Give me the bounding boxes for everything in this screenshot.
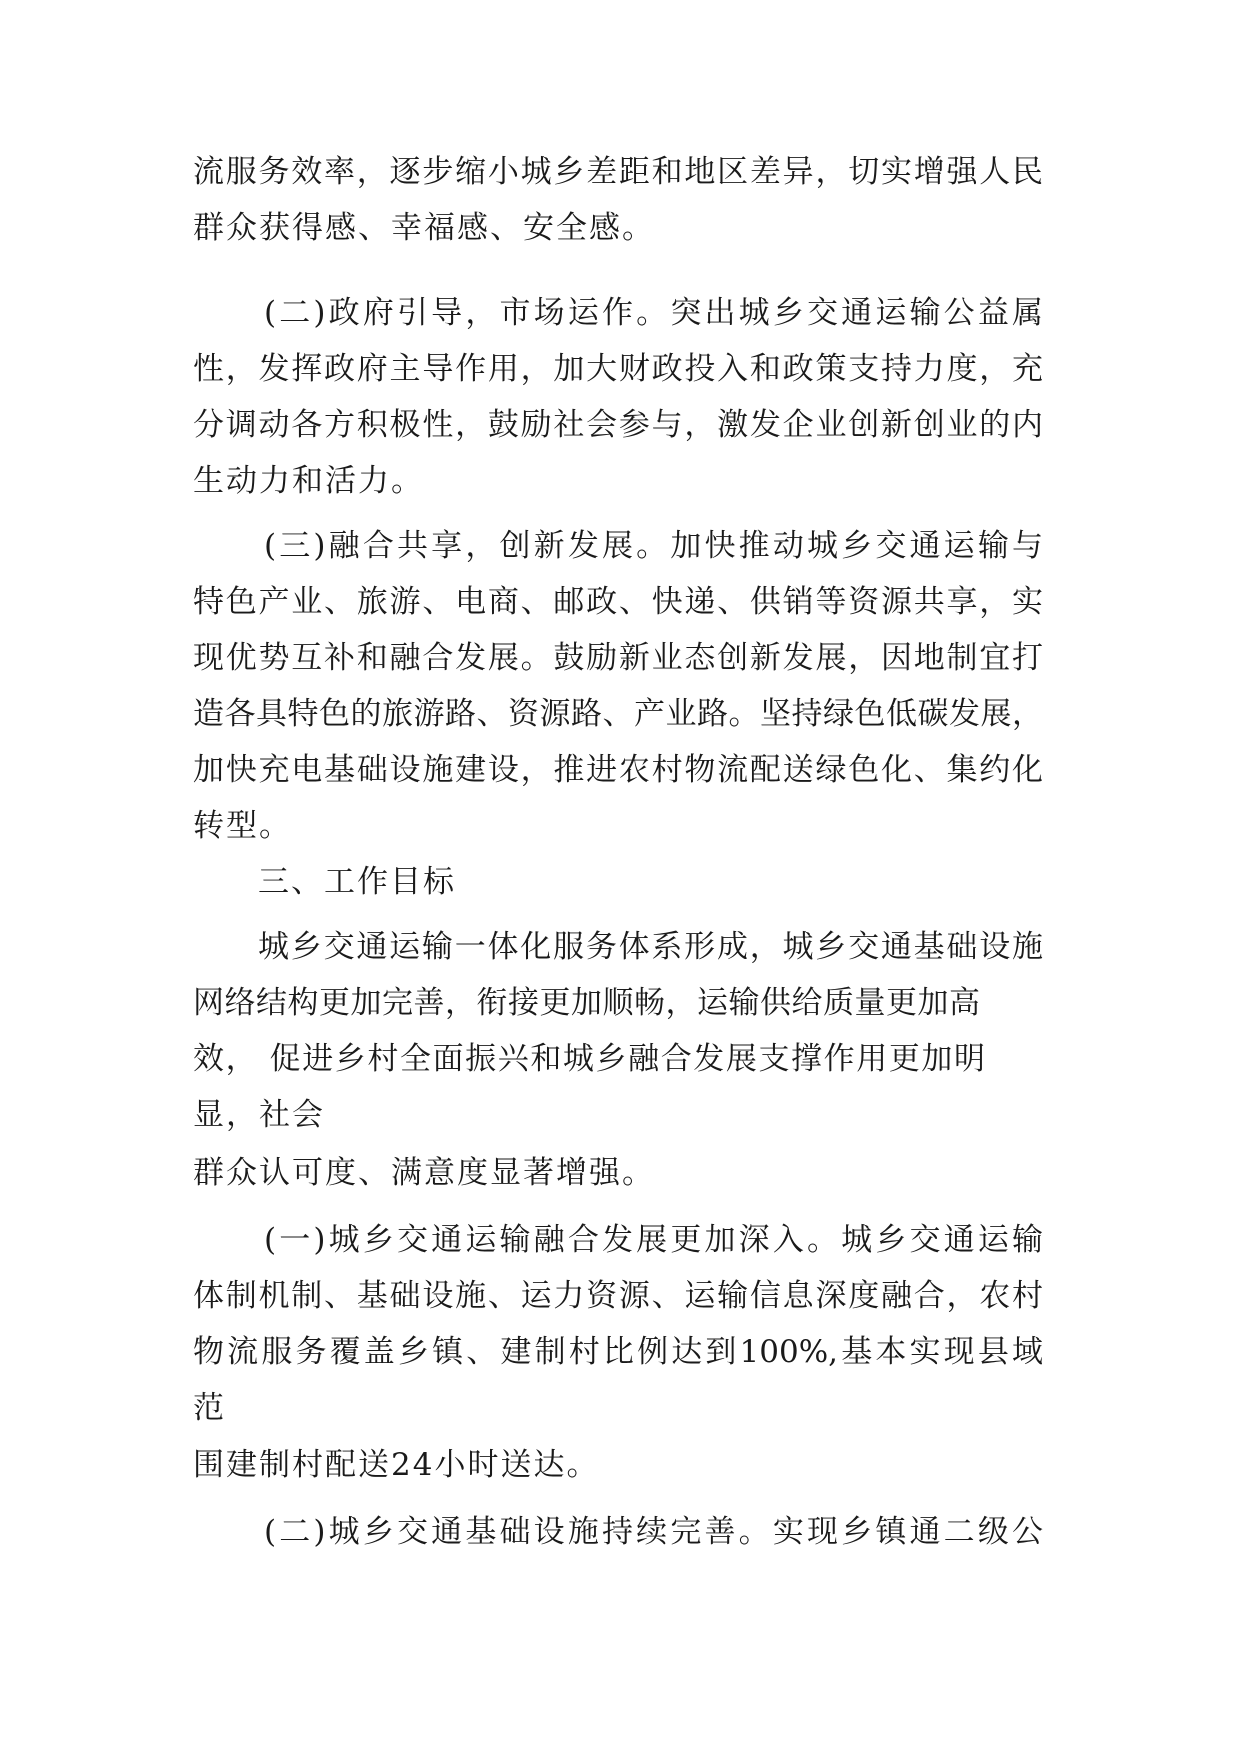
- chapter-heading: 三、工作目标: [258, 864, 456, 900]
- section-heading: (二)政府引导，市场运作。突出城乡交通运输公益属: [264, 295, 1043, 331]
- text-line: 网络结构更加完善，衔接更加顺畅，运输供给质量更加高: [193, 985, 980, 1021]
- text-line: 现优势互补和融合发展。鼓励新业态创新发展，因地制宜打: [193, 640, 1043, 676]
- text-line: 效， 促进乡村全面振兴和城乡融合发展支撑作用更加明: [193, 1041, 985, 1077]
- section-heading: (一)城乡交通运输融合发展更加深入。城乡交通运输: [264, 1222, 1043, 1258]
- text-line: 显，社会: [193, 1097, 325, 1133]
- text-line: 群众获得感、幸福感、安全感。: [193, 210, 655, 246]
- text-line: 群众认可度、满意度显著增强。: [193, 1155, 655, 1191]
- text-line: 体制机制、基础设施、运力资源、运输信息深度融合，农村: [193, 1278, 1043, 1314]
- text-line: 物流服务覆盖乡镇、建制村比例达到100%,基本实现县域: [193, 1334, 1043, 1370]
- text-line: 生动力和活力。: [193, 463, 424, 499]
- text-line: 城乡交通运输一体化服务体系形成，城乡交通基础设施: [258, 929, 1043, 965]
- text-line: 围建制村配送24小时送达。: [193, 1447, 600, 1483]
- text-line: 范: [193, 1390, 226, 1426]
- text-line: 造各具特色的旅游路、资源路、产业路。坚持绿色低碳发展，: [193, 696, 1043, 732]
- text-line: 性，发挥政府主导作用，加大财政投入和政策支持力度，充: [193, 351, 1043, 387]
- text-line: 特色产业、旅游、电商、邮政、快递、供销等资源共享，实: [193, 584, 1043, 620]
- text-line: 加快充电基础设施建设，推进农村物流配送绿色化、集约化: [193, 752, 1043, 788]
- text-line: 流服务效率，逐步缩小城乡差距和地区差异，切实增强人民: [193, 154, 1043, 190]
- text-line: 转型。: [193, 808, 292, 844]
- section-heading: (三)融合共享，创新发展。加快推动城乡交通运输与: [264, 528, 1043, 564]
- text-line: 分调动各方积极性，鼓励社会参与，激发企业创新创业的内: [193, 407, 1043, 443]
- section-heading: (二)城乡交通基础设施持续完善。实现乡镇通二级公: [264, 1514, 1043, 1550]
